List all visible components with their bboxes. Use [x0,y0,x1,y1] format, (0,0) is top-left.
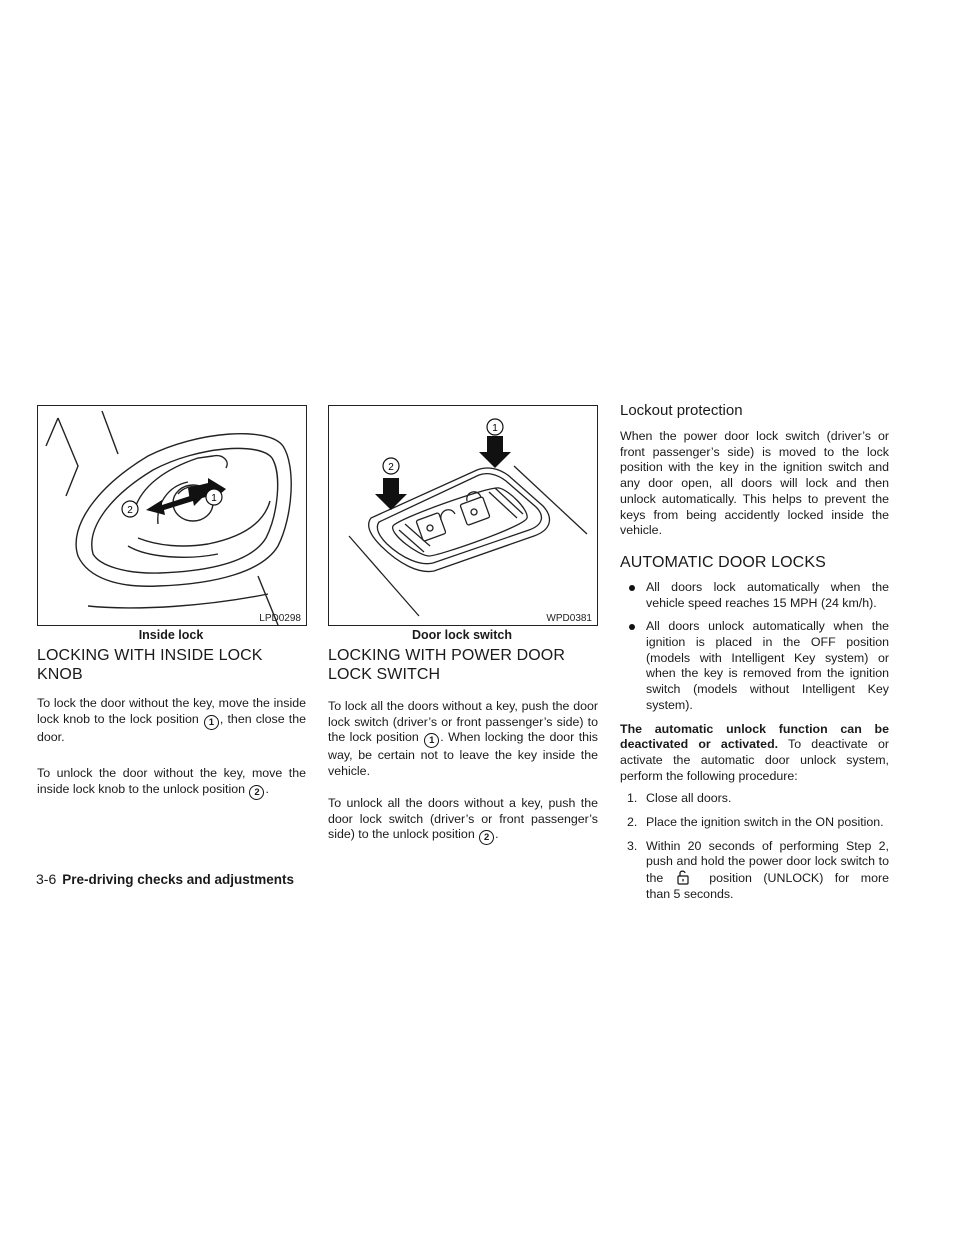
figure-caption: Door lock switch [411,628,513,642]
text: To unlock all the doors without a key, push the door lock switch (driver’s or front passenger’s side) to the unlock position [328,795,598,842]
callout-1: 1 [492,423,498,434]
bullet-list [620,580,889,714]
bold-text: The automatic unlock function can be deactivated or activated. [620,721,889,752]
callout-2: 2 [127,505,133,516]
list-item [620,791,889,807]
text: position (UNLOCK) for more than 5 seconds. [646,871,889,901]
list-item [620,580,889,611]
figure-door-lock-switch [328,405,598,626]
text: Place the ignition switch in the ON position. [646,815,884,830]
section-heading: LOCKING WITH POWER DOOR LOCK SWITCH [328,647,565,683]
list-item [620,839,889,903]
text: Close all doors. [646,791,732,806]
column-2 [328,646,598,845]
step-number: 3. [627,838,638,853]
column-3 [620,402,889,911]
section-heading: LOCKING WITH INSIDE LOCK KNOB [37,647,263,683]
text: To deactivate or activate the automatic door unlock system, perform the following procedure: [620,737,889,783]
page-number: 3-6 [36,871,57,887]
figure-code: LPD0298 [259,613,301,624]
paragraph [620,722,889,785]
text: To unlock the door without the key, move the inside lock knob to the unlock position [37,766,306,797]
callout-ref: 1 [204,715,219,730]
subsection-heading: Lockout protection [620,402,743,419]
text: Within 20 seconds of performing Step 2, push and hold the power door lock switch to the [646,838,889,886]
section-heading: AUTOMATIC DOOR LOCKS [620,553,826,571]
paragraph [37,766,306,800]
callout-2: 2 [388,462,394,473]
figure-caption: Inside lock [138,628,204,642]
text: All doors lock automatically when the vehicle speed reaches 15 MPH (24 km/h). [646,579,889,610]
page-footer [36,871,294,887]
bullet-icon [629,585,635,591]
numbered-list [620,791,889,902]
figure-code: WPD0381 [546,613,592,624]
bullet-icon [629,624,635,630]
list-item [620,815,889,831]
paragraph [328,699,598,780]
inside-lock-illustration [38,406,306,625]
text: . [265,782,269,797]
paragraph [328,796,598,845]
door-lock-switch-illustration [329,406,597,625]
text: To lock all the doors without a key, push the door lock switch (driver’s or front passenger’s side) to the lock position [328,699,598,745]
text: , then close the door. [37,711,306,744]
callout-ref: 2 [249,785,264,800]
figure-inside-lock [37,405,307,626]
text: All doors unlock automatically when the ignition is placed in the OFF position (models with Intelligent Key system) or when the key is removed from the ignition switch (models without Intelligent Key system). [646,619,889,712]
step-number: 1. [627,791,638,806]
callout-ref: 1 [424,733,439,748]
paragraph: When the power door lock switch (driver’s or front passenger’s side) is moved to the lock position with the key in the ignition switch and any door open, all doors will lock and then unlock automatically. This helps to prevent the keys from being accidently locked inside the vehicle. [620,429,889,538]
unlock-icon [677,870,689,885]
list-item [620,619,889,713]
callout-1: 1 [211,493,217,504]
text: To lock the door without the key, move the inside lock knob to the lock position [37,696,306,726]
text: . [495,827,499,842]
text: . When locking the door this way, be certain not to leave the key inside the vehicle. [328,730,598,779]
section-title: Pre-driving checks and adjustments [62,872,295,887]
paragraph [37,696,306,745]
column-1 [37,646,306,800]
step-number: 2. [627,815,638,830]
callout-ref: 2 [479,830,494,845]
